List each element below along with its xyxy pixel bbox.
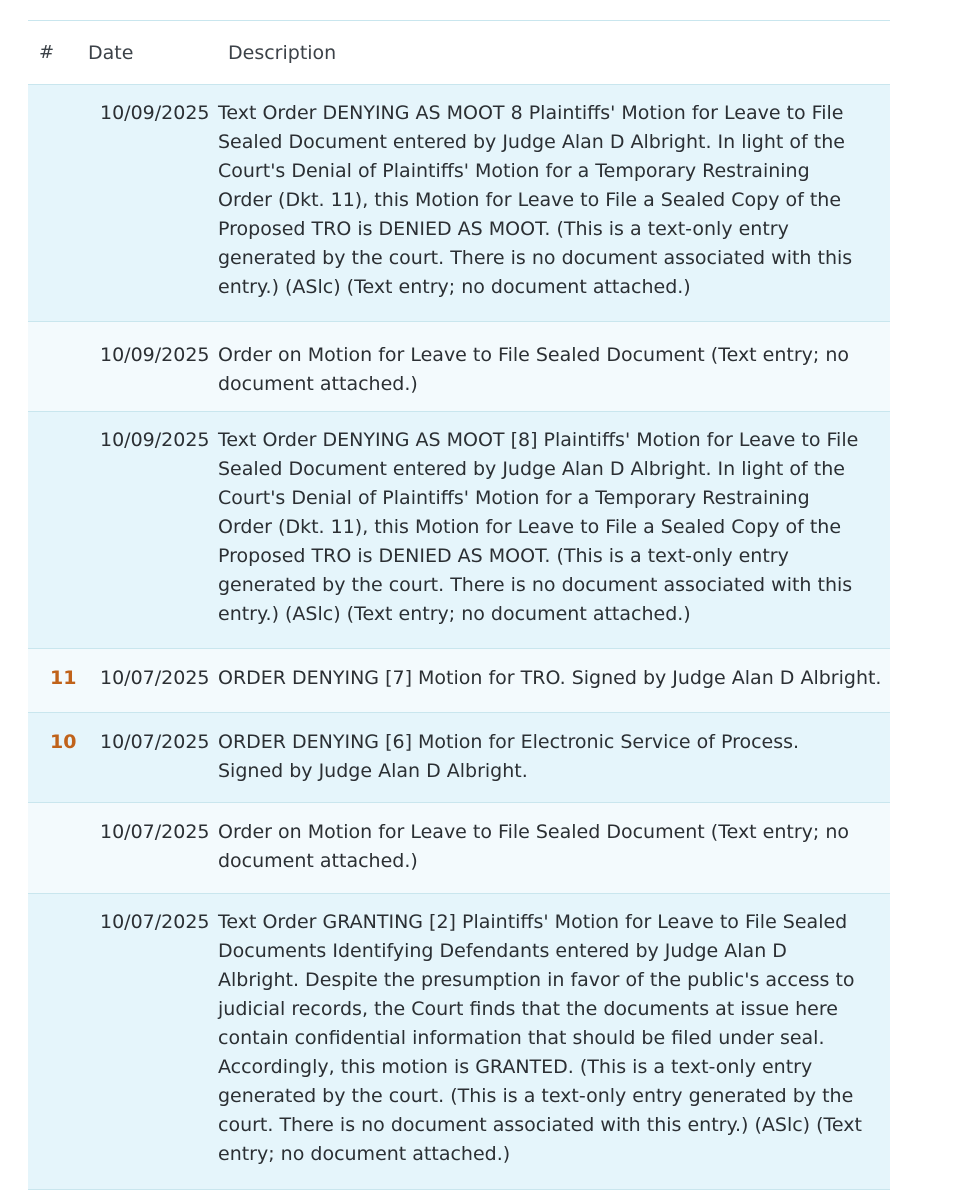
entry-date: 10/07/2025 bbox=[100, 911, 210, 933]
table-header bbox=[28, 21, 890, 85]
table-row bbox=[28, 322, 890, 412]
table-row bbox=[28, 85, 890, 322]
entry-description: Order on Motion for Leave to File Sealed Document (Text entry; no document attached.) bbox=[218, 821, 850, 872]
entry-date: 10/09/2025 bbox=[100, 344, 210, 366]
table-row bbox=[28, 412, 890, 649]
column-header-date[interactable]: Date bbox=[88, 41, 134, 64]
table-row bbox=[28, 649, 890, 713]
entry-description: Text Order DENYING AS MOOT [8] Plaintiffs' Motion for Leave to File Sealed Document entered by Judge Alan D Albright. In light of the Court's Denial of Plaintiffs' Motion for a Temporary Restraining Order (Dkt. 11), this Motion for Leave to File a Sealed Copy of the Proposed TRO is DENIED AS MOOT. (This is a text-only entry generated by the court. There is no document associated with this entry.) (ASlc) (Text entry; no document attached.) bbox=[218, 429, 859, 625]
entry-date: 10/07/2025 bbox=[100, 667, 210, 689]
entry-number-link[interactable]: 10 bbox=[50, 731, 77, 753]
entry-description: Text Order DENYING AS MOOT 8 Plaintiffs' Motion for Leave to File Sealed Document entered by Judge Alan D Albright. In light of the Court's Denial of Plaintiffs' Motion for a Temporary Restraining Order (Dkt. 11), this Motion for Leave to File a Sealed Copy of the Proposed TRO is DENIED AS MOOT. (This is a text-only entry generated by the court. There is no document associated with this entry.) (ASlc) (Text entry; no document attached.) bbox=[218, 102, 853, 298]
entry-description: ORDER DENYING [6] Motion for Electronic Service of Process. Signed by Judge Alan D Albright. bbox=[218, 731, 800, 782]
entry-description: Order on Motion for Leave to File Sealed Document (Text entry; no document attached.) bbox=[218, 344, 850, 395]
table-row bbox=[28, 894, 890, 1190]
table-row bbox=[28, 803, 890, 894]
table-row bbox=[28, 713, 890, 803]
entry-date: 10/09/2025 bbox=[100, 102, 210, 124]
column-header-number[interactable]: # bbox=[39, 42, 55, 63]
column-header-description[interactable]: Description bbox=[228, 41, 337, 64]
entry-description: ORDER DENYING [7] Motion for TRO. Signed by Judge Alan D Albright. bbox=[218, 667, 882, 689]
entry-description: Text Order GRANTING [2] Plaintiffs' Motion for Leave to File Sealed Documents Identifying Defendants entered by Judge Alan D Albright. Despite the presumption in favor of the public's access to judicial records, the Court finds that the documents at issue here contain confidential information that should be filed under seal. Accordingly, this motion is GRANTED. (This is a text-only entry generated by the court. (This is a text-only entry generated by the court. There is no document associated with this entry.) (ASlc) (Text entry; no document attached.) bbox=[218, 911, 862, 1165]
docket-table bbox=[28, 20, 890, 1190]
entry-date: 10/07/2025 bbox=[100, 821, 210, 843]
entry-date: 10/09/2025 bbox=[100, 429, 210, 451]
entry-date: 10/07/2025 bbox=[100, 731, 210, 753]
entry-number-link[interactable]: 11 bbox=[50, 667, 77, 689]
